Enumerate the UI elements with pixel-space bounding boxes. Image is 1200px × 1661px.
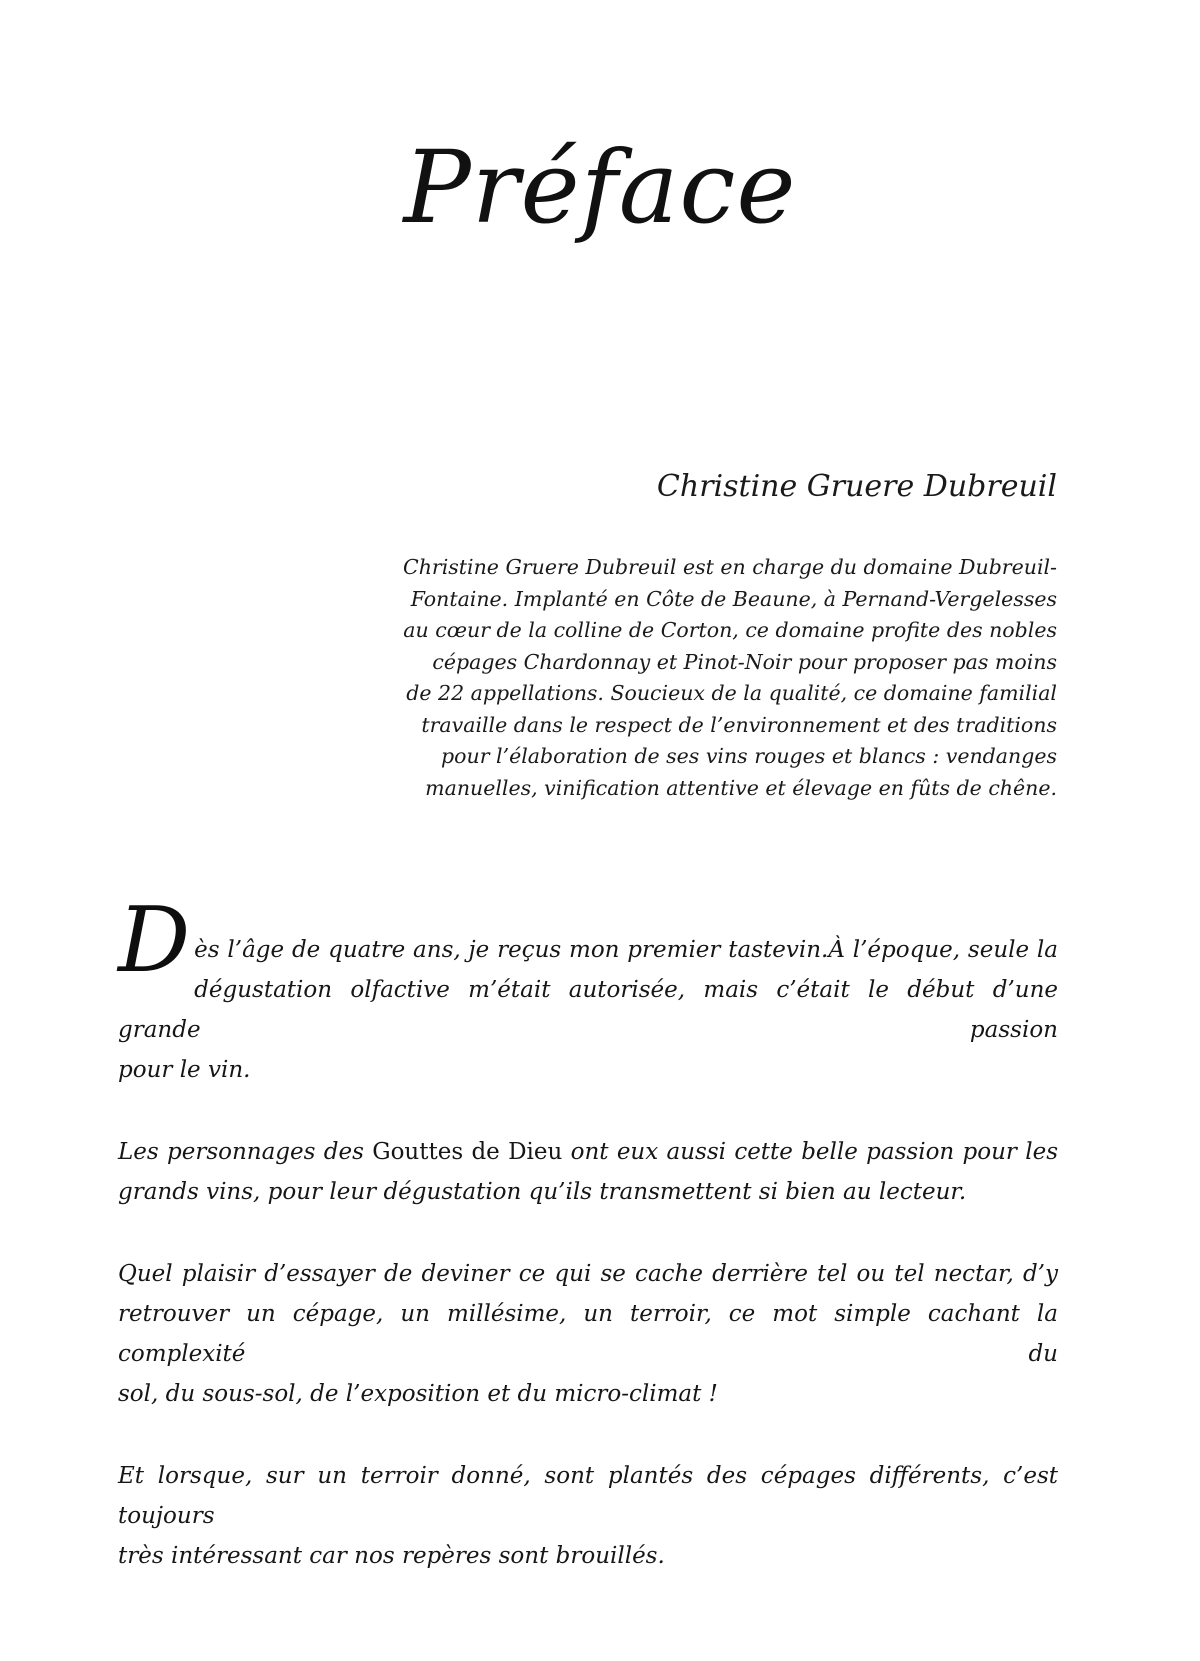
drop-cap: D (118, 888, 191, 993)
bio-line: de 22 appellations. Soucieux de la qualité, ce domaine familial (406, 681, 1057, 705)
paragraph-line: sol, du sous-sol, de l’exposition et du micro-climat ! (118, 1381, 718, 1407)
paragraph-4 (118, 1456, 1058, 1576)
bio-line: Fontaine. Implanté en Côte de Beaune, à Pernand-Vergelesses (410, 586, 1057, 611)
paragraph-line: pour le vin. (118, 1057, 251, 1083)
paragraph-3 (118, 1254, 1058, 1414)
paragraph-line: Et lorsque, sur un terroir donné, sont plantés des cépages différents, c’est toujours (118, 1463, 1058, 1529)
bio-line: travaille dans le respect de l’environnement et des traditions (421, 712, 1057, 737)
paragraph-line (118, 888, 1058, 993)
bio-line: cépages Chardonnay et Pinot-Noir pour proposer pas moins (432, 649, 1057, 674)
paragraph-text: Les personnages des (118, 1139, 373, 1165)
author-bio (397, 552, 1057, 804)
paragraph-text: ès l’âge de quatre ans, je reçus mon premier tastevin.À l’époque, seule la (194, 937, 1058, 963)
paragraph-line: retrouver un cépage, un millésime, un terroir, ce mot simple cachant la complexité du (118, 1301, 1058, 1367)
page-title: Préface (403, 129, 797, 246)
paragraph-text: ont eux aussi cette belle passion pour les (562, 1139, 1058, 1165)
paragraph-line: grands vins, pour leur dégustation qu’ils transmettent si bien au lecteur. (118, 1179, 967, 1205)
bio-line: pour l’élaboration de ses vins rouges et blancs : vendanges (441, 744, 1057, 768)
paragraph-1 (118, 888, 1058, 1090)
paragraph-2 (118, 1132, 1058, 1212)
book-title: Gouttes de Dieu (372, 1139, 563, 1165)
paragraph-line: dégustation olfactive m’était autorisée, mais c’était le début d’une grande passion (118, 977, 1058, 1043)
author-name: Christine Gruere Dubreuil (656, 469, 1057, 504)
bio-line: au cœur de la colline de Corton, ce domaine profite des nobles (403, 618, 1057, 642)
bio-line: manuelles, vinification attentive et élevage en fûts de chêne. (425, 775, 1057, 800)
paragraph-line (118, 1132, 1058, 1172)
paragraph-line: très intéressant car nos repères sont brouillés. (118, 1543, 665, 1569)
paragraph-line: Quel plaisir d’essayer de deviner ce qui se cache derrière tel ou tel nectar, d’y (118, 1261, 1058, 1287)
bio-line: Christine Gruere Dubreuil est en charge du domaine Dubreuil- (403, 555, 1057, 579)
preface-body (118, 888, 1058, 1618)
